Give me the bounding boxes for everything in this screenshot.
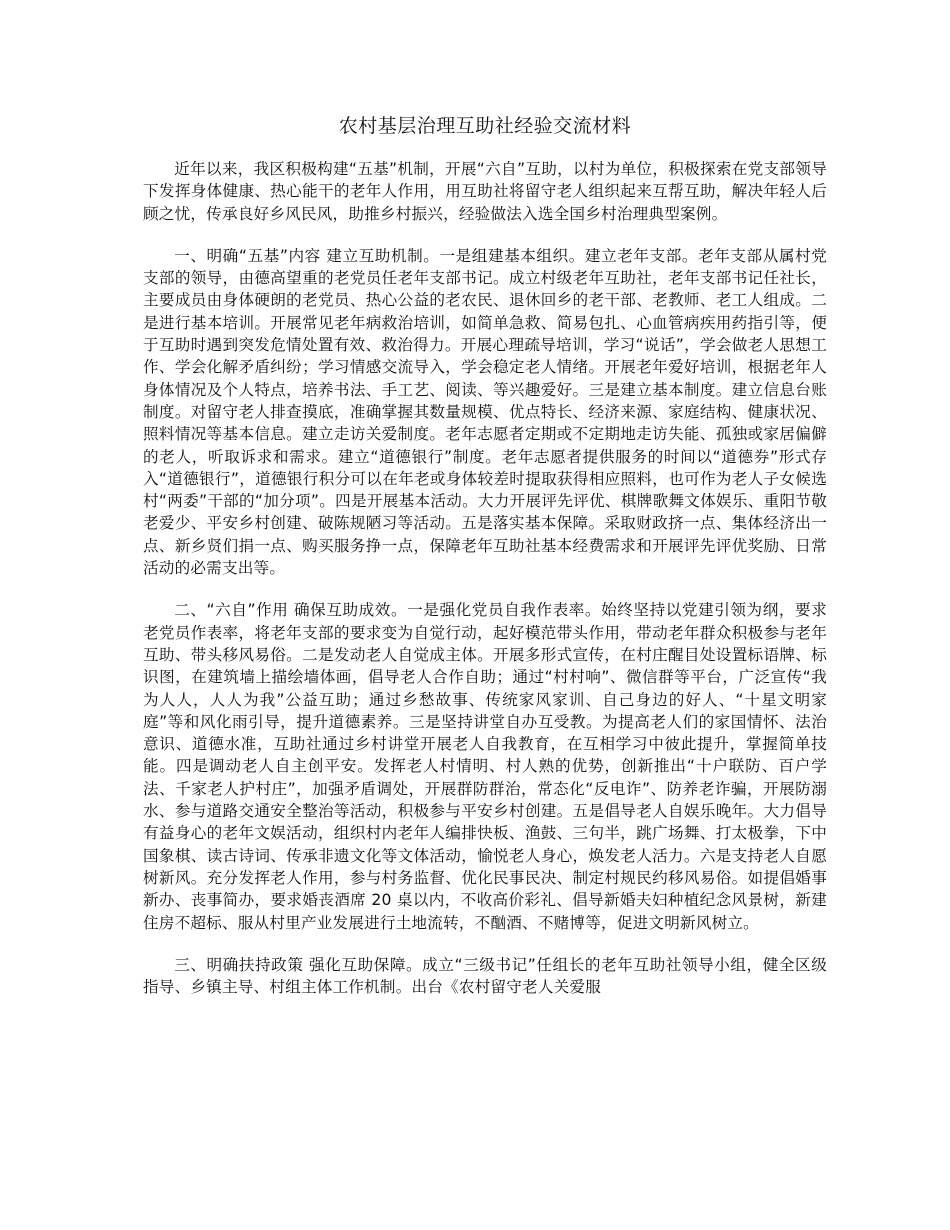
intro-paragraph: 近年以来，我区积极构建“五基”机制，开展“六自”互助，以村为单位，积极探索在党支部领导下发挥身体健康、热心能干的老年人作用，用互助社将留守老人组织起来互帮互助，解决年轻人后顾之忧，传承良好乡风民风，助推乡村振兴，经验做法入选全国乡村治理典型案例。 xyxy=(143,160,827,223)
section-three-paragraph: 三、明确扶持政策 强化互助保障。成立“三级书记”任组长的老年互助社领导小组，健全区级指导、乡镇主导、村组主体工作机制。出台《农村留守老人关爱服 xyxy=(143,955,827,997)
section-two-paragraph: 二、“六自”作用 确保互助成效。一是强化党员自我作表率。始终坚持以党建引领为纲，要求老党员作表率，将老年支部的要求变为自觉行动，起好模范带头作用，带动老年群众积极参与老年互助、带头移风易俗。二是发动老人自觉成主体。开展多形式宣传，在村庄醒目处设置标语牌、标识图，在建筑墙上描绘墙体画，倡导老人合作自助；通过“村村响”、微信群等平台，广泛宣传“我为人人，人人为我”公益互助；通过乡愁故事、传统家风家训、自己身边的好人、“十星文明家庭”等和风化雨引导，提升道德素养。三是坚持讲堂自办互受教。为提高老人们的家国情怀、法治意识、道德水准，互助社通过乡村讲堂开展老人自我教育，在互相学习中彼此提升，掌握简单技能。四是调动老人自主创平安。发挥老人村情明、村人熟的优势，创新推出“十户联防、百户学法、千家老人护村庄”，加强矛盾调处，开展群防群治，常态化“反电诈”、防养老诈骗，开展防溺水、参与道路交通安全整治等活动，积极参与平安乡村创建。五是倡导老人自娱乐晚年。大力倡导有益身心的老年文娱活动，组织村内老年人编排快板、渔鼓、三句半，跳广场舞、打太极拳，下中国象棋、读古诗词、传承非遗文化等文体活动，愉悦老人身心，焕发老人活力。六是支持老人自愿树新风。充分发挥老人作用，参与村务监督、优化民事民决、制定村规民约移风易俗。如提倡婚事新办、丧事简办，要求婚丧酒席 20 桌以内，不收高价彩礼、倡导新婚夫妇种植纪念风景树，新建住房不超标、服从村里产业发展进行土地流转，不酗酒、不赌博等，促进文明新风树立。 xyxy=(143,601,827,932)
document-title: 农村基层治理互助社经验交流材料 xyxy=(338,115,632,137)
section-one-paragraph: 一、明确“五基”内容 建立互助机制。一是组建基本组织。建立老年支部。老年支部从属村党支部的领导，由德高望重的老党员任老年支部书记。成立村级老年互助社，老年支部书记任社长，主要成员由身体硬朗的老党员、热心公益的老农民、退休回乡的老干部、老教师、老工人组成。二是进行基本培训。开展常见老年病救治培训，如简单急救、简易包扎、心血管病疾用药指引等，便于互助时遇到突发危情处置有效、救治得力。开展心理疏导培训，学习“说话”，学会做老人思想工作、学会化解矛盾纠纷；学习情感交流导入，学会稳定老人情绪。开展老年爱好培训，根据老年人身体情况及个人特点，培养书法、手工艺、阅读、等兴趣爱好。三是建立基本制度。建立信息台账制度。对留守老人排查摸底，准确掌握其数量规模、优点特长、经济来源、家庭结构、健康状况、照料情况等基本信息。建立走访关爱制度。老年志愿者定期或不定期地走访失能、孤独或家居偏僻的老人，听取诉求和需求。建立“道德银行”制度。老年志愿者提供服务的时间以“道德券”形式存入“道德银行”，道德银行积分可以在年老或身体较差时提取获得相应照料，也可作为老人子女候选村“两委”干部的“加分项”。四是开展基本活动。大力开展评先评优、棋牌歌舞文体娱乐、重阳节敬老爱少、平安乡村创建、破陈规陋习等活动。五是落实基本保障。采取财政挤一点、集体经济出一点、新乡贤们捐一点、购买服务挣一点，保障老年互助社基本经费需求和开展评先评优奖励、日常活动的必需支出等。 xyxy=(143,246,827,578)
document-page xyxy=(143,112,827,1018)
